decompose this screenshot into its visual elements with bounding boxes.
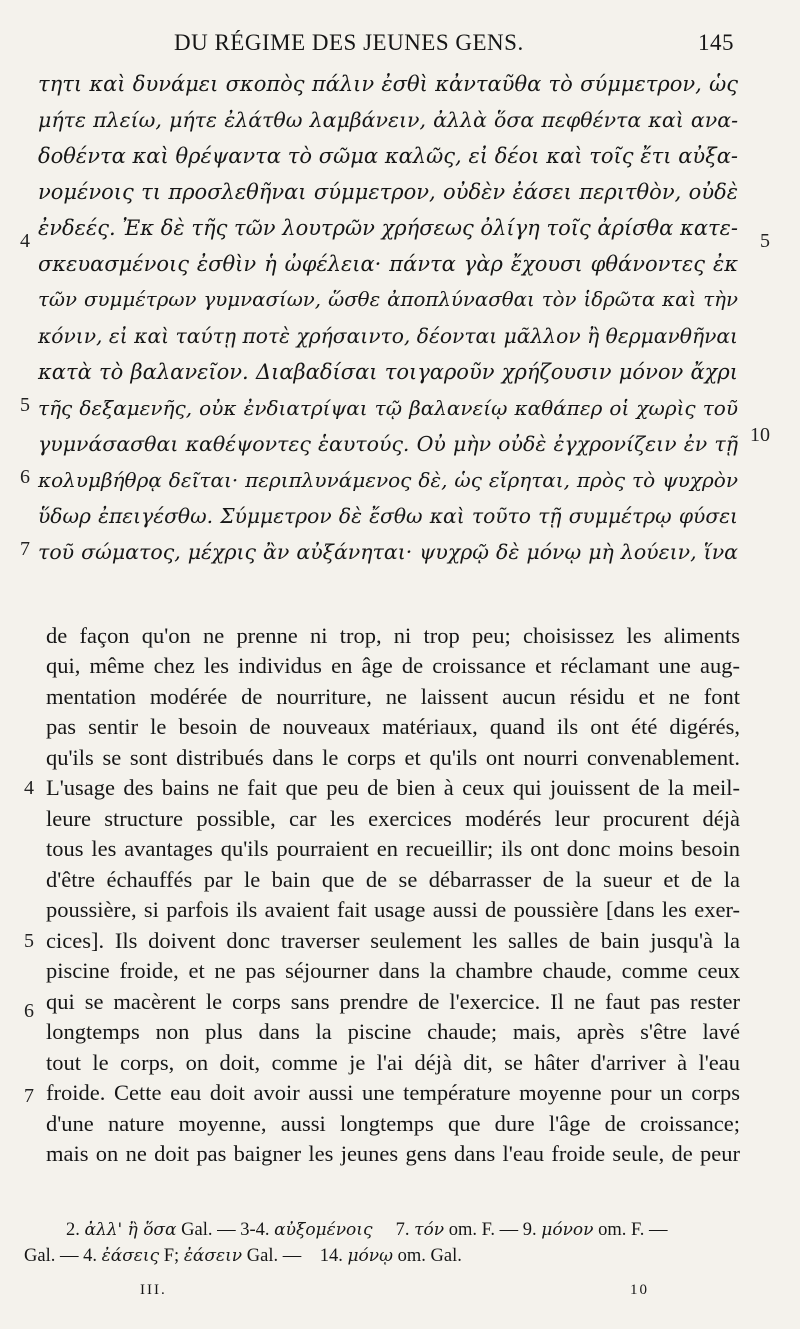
greek-line-number: 10 [750, 424, 770, 446]
french-line: mais on ne doit pas baigner les jeunes gens dans l'eau froide seule, de peur [46, 1141, 740, 1166]
french-line: d'une nature moyenne, aussi longtemps que dure l'âge de croissance; [46, 1111, 740, 1136]
note-text: 2. [66, 1220, 85, 1240]
greek-line: ὕδωρ ἐπειγέσθω. Σύμμετρον δὲ ἔσθω καὶ τοῦτο τῇ συμμέτρῳ φύσει [38, 504, 738, 528]
french-line: mentation modérée de nourriture, ne laissent aucun résidu et ne font [46, 684, 740, 709]
french-section-number: 5 [24, 930, 34, 952]
note-greek: ἀλλ' ἢ ὅσα [84, 1220, 177, 1240]
greek-section-number: 5 [20, 394, 30, 416]
french-line: leure structure possible, car les exercices modérés leur procurent déjà [46, 806, 740, 831]
french-line: longtemps non plus dans la piscine chaude; mais, après s'être lavé [46, 1019, 740, 1044]
greek-line: κατὰ τὸ βαλανεῖον. Διαβαδίσαι τοιγαροῦν χρήζουσιν μόνον ἄχρι [38, 360, 738, 384]
greek-line: κόνιν, εἰ καὶ ταύτῃ ποτὲ χρήσαιντο, δέονται μᾶλλον ἢ θερμανθῆναι [38, 324, 738, 348]
greek-line: ἐνδεές. Ἐκ δὲ τῆς τῶν λουτρῶν χρήσεως ὀλίγη τοῖς ἀρίσθα κατε- [38, 216, 738, 240]
greek-line: μήτε πλείω, μήτε ἐλάτθω λαμβάνειν, ἀλλὰ ὅσα πεφθέντα καὶ ανα- [38, 108, 738, 132]
greek-line: τητι καὶ δυνάμει σκοπὸς πάλιν ἐσθὶ κἀνταῦθα τὸ σύμμετρον, ὡς [38, 72, 738, 96]
french-section-number: 7 [24, 1085, 34, 1107]
greek-line: τῶν συμμέτρων γυμνασίων, ὥσθε ἀποπλύνασθαι τὸν ἱδρῶτα καὶ τὴν [38, 288, 738, 311]
french-line: tous les avantages qu'ils pourraient en recueillir; ils ont donc moins besoin [46, 836, 740, 861]
note-greek: ἐάσειν [183, 1246, 243, 1266]
french-section-number: 6 [24, 1000, 34, 1022]
note-greek: τόν [414, 1220, 445, 1240]
greek-section-number: 7 [20, 538, 30, 560]
greek-line: νομένοις τι προσλεθῆναι σύμμετρον, οὐδὲν ἐάσει περιτθὸν, οὐδὲ [38, 180, 738, 204]
note-greek: αὐξομένοις [274, 1220, 373, 1240]
greek-section-number: 4 [20, 230, 30, 252]
french-line: piscine froide, et ne pas séjourner dans la chambre chaude, comme ceux [46, 958, 740, 983]
french-line: qui se macèrent le corps sans prendre de l'exercice. Il ne faut pas rester [46, 989, 740, 1014]
signature-mark: III. [140, 1282, 167, 1298]
running-title: DU RÉGIME DES JEUNES GENS. [174, 30, 524, 55]
note-text: Gal. — 4. [24, 1246, 102, 1266]
greek-line: τοῦ σώματος, μέχρις ἂν αὐξάνηται· ψυχρῷ δὲ μόνῳ μὴ λούειν, ἵνα [38, 540, 738, 564]
french-line: pas sentir le besoin de nouveaux matériaux, quand ils ont été digérés, [46, 714, 740, 739]
note-text: om. Gal. [392, 1246, 462, 1266]
note-text: Gal. — 14. [242, 1246, 348, 1266]
note-greek: μόνῳ [347, 1246, 393, 1266]
note-greek: ἐάσεις [101, 1246, 160, 1266]
greek-section-number: 6 [20, 466, 30, 488]
note-text: 7. [372, 1220, 415, 1240]
note-greek: μόνον [541, 1220, 594, 1240]
greek-line: σκευασμένοις ἐσθὶν ἡ ὠφέλεια· πάντα γὰρ ἔχουσι φθάνοντες ἐκ [38, 252, 738, 276]
greek-line-number: 5 [760, 230, 770, 252]
note-text: Gal. — 3-4. [176, 1220, 275, 1240]
footnote-line [66, 1220, 668, 1241]
greek-line: κολυμβήθρᾳ δεῖται· περιπλυνάμενος δὲ, ὡς εἴρηται, πρὸς τὸ ψυχρὸν [38, 468, 738, 492]
french-section-number: 4 [24, 777, 34, 799]
french-line: d'être échauffés par le bain que de se débarrasser de la sueur et de la [46, 867, 740, 892]
page-number: 145 [698, 30, 734, 55]
french-line: cices]. Ils doivent donc traverser seulement les salles de bain jusqu'à la [46, 928, 740, 953]
french-line: de façon qu'on ne prenne ni trop, ni trop peu; choisissez les aliments [46, 623, 740, 648]
note-text: om. F. — 9. [444, 1220, 542, 1240]
french-line: L'usage des bains ne fait que peu de bien à ceux qui jouissent de la meil- [46, 775, 740, 800]
footnote-line [24, 1246, 462, 1267]
greek-line: τῆς δεξαμενῆς, οὐκ ἐνδιατρίψαι τῷ βαλανείῳ καθάπερ οἱ χωρὶς τοῦ [38, 396, 738, 420]
french-line: froide. Cette eau doit avoir aussi une température moyenne pour un corps [46, 1080, 740, 1105]
french-line: poussière, si parfois ils avaient fait usage aussi de poussière [dans les exer- [46, 897, 740, 922]
greek-line: γυμνάσασθαι καθέψοντες ἑαυτούς. Οὐ μὴν οὐδὲ ἐγχρονίζειν ἐν τῇ [38, 432, 738, 456]
greek-line: δοθέντα καὶ θρέψαντα τὸ σῶμα καλῶς, εἰ δέοι καὶ τοῖς ἔτι αὐξα- [38, 144, 738, 168]
note-text: F; [159, 1246, 184, 1266]
sheet-number: 10 [630, 1282, 649, 1298]
note-text: om. F. — [593, 1220, 668, 1240]
french-line: qui, même chez les individus en âge de croissance et réclamant une aug- [46, 653, 740, 678]
french-line: tout le corps, on doit, comme je l'ai déjà dit, se hâter d'arriver à l'eau [46, 1050, 740, 1075]
french-line: qu'ils se sont distribués dans le corps et qu'ils ont nourri convenablement. [46, 745, 740, 770]
